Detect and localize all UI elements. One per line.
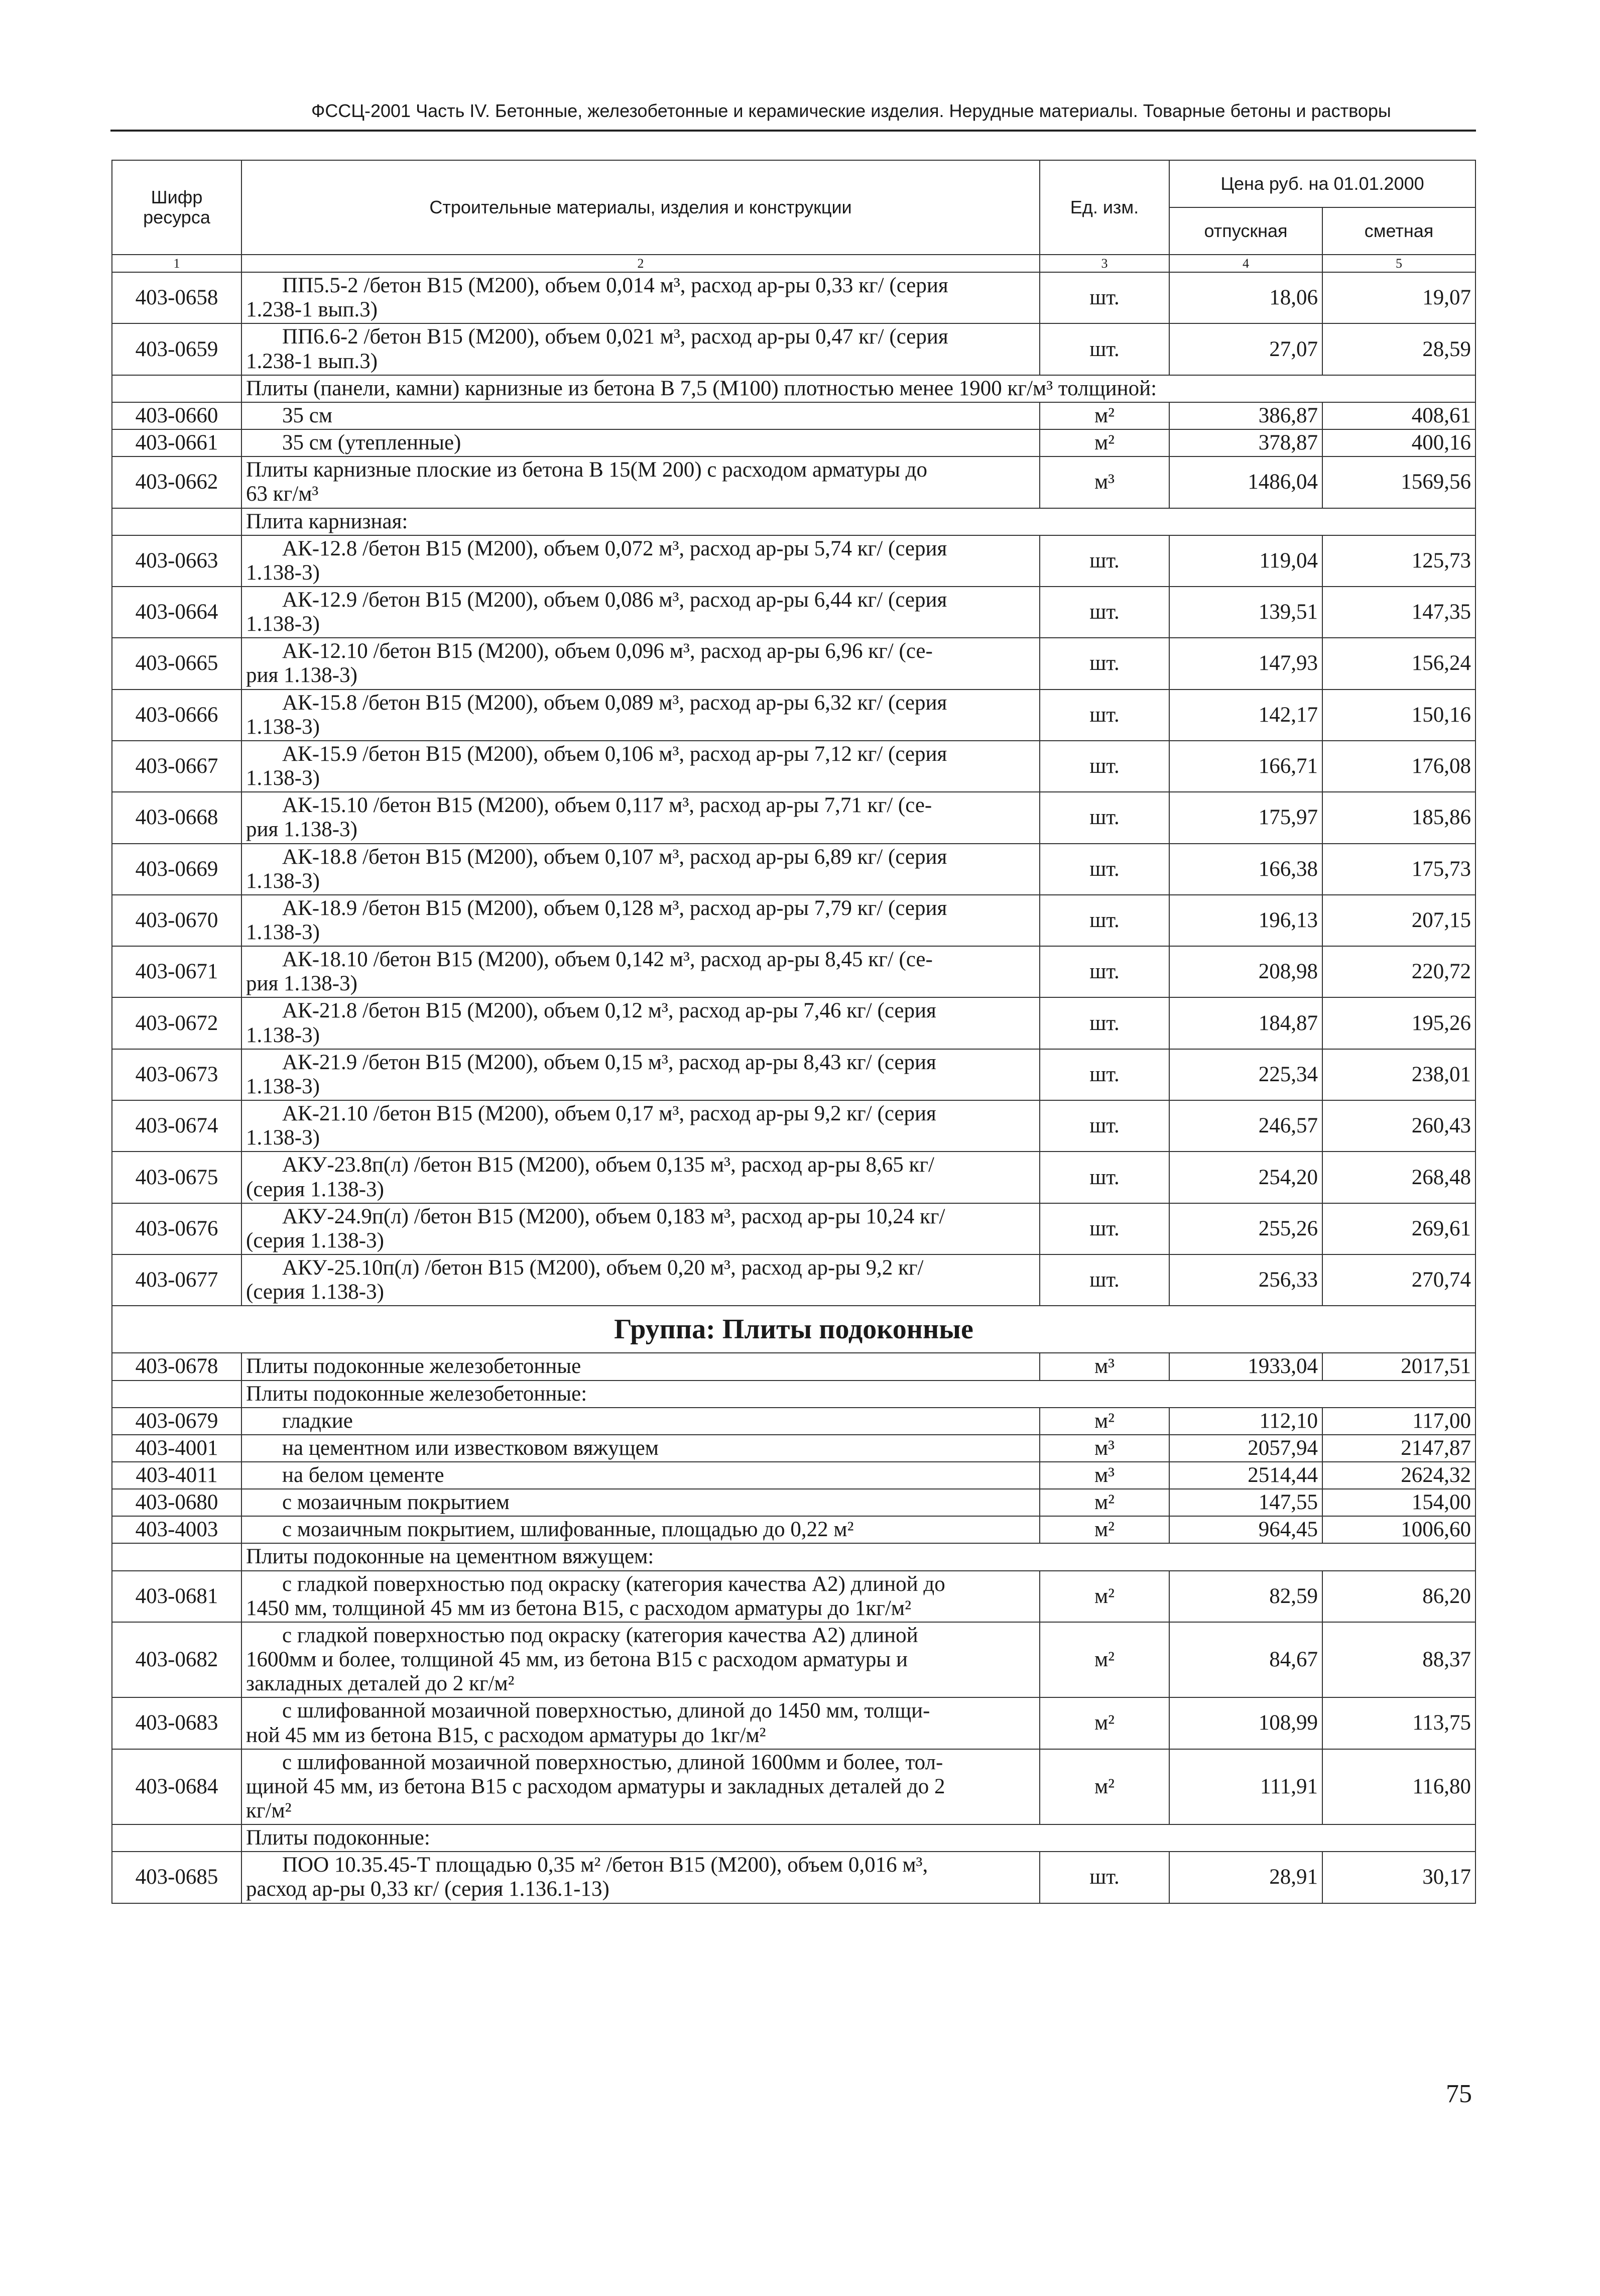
row-name-text: гладкие (282, 1409, 353, 1433)
col-number: 1 (112, 255, 241, 272)
row-name (241, 1435, 1040, 1462)
table-row (112, 587, 1475, 638)
row-price-estimate: 268,48 (1322, 1152, 1475, 1203)
table-row (112, 792, 1475, 843)
row-unit: шт. (1040, 323, 1169, 375)
table-row (112, 1254, 1475, 1306)
row-price-release: 196,13 (1169, 895, 1322, 946)
row-name-text: на белом цементе (282, 1463, 444, 1487)
row-price-release: 225,34 (1169, 1049, 1322, 1100)
row-price-estimate: 86,20 (1322, 1571, 1475, 1622)
table-body (112, 272, 1475, 1903)
row-code: 403-0685 (112, 1852, 241, 1903)
row-price-release: 28,91 (1169, 1852, 1322, 1903)
row-price-release: 82,59 (1169, 1571, 1322, 1622)
row-unit: м² (1040, 429, 1169, 456)
row-name (241, 690, 1040, 741)
table-row (112, 741, 1475, 792)
row-name-line: (серия 1.138-3) (246, 1280, 384, 1304)
row-unit: м² (1040, 1516, 1169, 1543)
row-name (241, 1353, 1040, 1380)
row-name-line: расход ар-ры 0,33 кг/ (серия 1.136.1-13) (246, 1877, 609, 1901)
page-number: 75 (1446, 2080, 1472, 2108)
col-release-header: отпускная (1169, 207, 1322, 255)
row-name (241, 587, 1040, 638)
table-row (112, 1571, 1475, 1622)
row-unit: м³ (1040, 1353, 1169, 1380)
row-unit: шт. (1040, 1203, 1169, 1254)
table-row (112, 1852, 1475, 1903)
row-code: 403-0667 (112, 741, 241, 792)
row-price-release: 255,26 (1169, 1203, 1322, 1254)
row-price-estimate: 207,15 (1322, 895, 1475, 946)
col-code-header: Шифр ресурса (112, 160, 241, 255)
row-price-estimate: 147,35 (1322, 587, 1475, 638)
row-price-release: 147,93 (1169, 638, 1322, 689)
row-code: 403-0684 (112, 1749, 241, 1824)
row-name-text: с мозаичным покрытием, шлифованные, площадью до 0,22 м² (282, 1518, 854, 1542)
row-code: 403-0661 (112, 429, 241, 456)
row-price-estimate: 2147,87 (1322, 1435, 1475, 1462)
row-name-line: АК-15.10 /бетон В15 (М200), объем 0,117 м³, расход ар-ры 7,71 кг/ (се- (282, 793, 932, 818)
row-price-release: 108,99 (1169, 1697, 1322, 1749)
row-price-estimate: 238,01 (1322, 1049, 1475, 1100)
row-price-release: 111,91 (1169, 1749, 1322, 1824)
row-code: 403-0670 (112, 895, 241, 946)
row-name-line: 1600мм и более, толщиной 45 мм, из бетона В15 с расходом арматуры и (246, 1648, 908, 1672)
table-row (112, 1749, 1475, 1824)
group-title: Группа: Плиты подоконные (112, 1306, 1475, 1353)
row-name (241, 535, 1040, 587)
row-name-line: АК-18.8 /бетон В15 (М200), объем 0,107 м³, расход ар-ры 6,89 кг/ (серия (282, 845, 947, 869)
row-name-line: АКУ-23.8п(л) /бетон В15 (М200), объем 0,135 м³, расход ар-ры 8,65 кг/ (282, 1153, 934, 1177)
row-name-text: с мозаичным покрытием (282, 1490, 510, 1515)
row-name-line: 1.138-3) (246, 766, 320, 790)
row-price-release: 1486,04 (1169, 456, 1322, 508)
row-price-estimate: 113,75 (1322, 1697, 1475, 1749)
table-row (112, 323, 1475, 375)
row-subheader: Плиты подоконные на цементном вяжущем: (241, 1543, 1475, 1570)
table-row (112, 844, 1475, 895)
row-unit: шт. (1040, 844, 1169, 895)
row-price-release: 84,67 (1169, 1622, 1322, 1697)
row-name-line: 1.138-3) (246, 612, 320, 636)
row-price-estimate: 270,74 (1322, 1254, 1475, 1306)
row-name-line: рия 1.138-3) (246, 818, 357, 842)
row-price-release: 2514,44 (1169, 1462, 1322, 1489)
table-row (112, 690, 1475, 741)
row-unit: м² (1040, 1697, 1169, 1749)
row-name-line: АК-21.10 /бетон В15 (М200), объем 0,17 м³, расход ар-ры 9,2 кг/ (серия (282, 1102, 936, 1126)
row-unit: шт. (1040, 272, 1169, 323)
row-code: 403-4001 (112, 1435, 241, 1462)
row-price-release: 166,38 (1169, 844, 1322, 895)
row-code: 403-0680 (112, 1489, 241, 1516)
row-price-release: 246,57 (1169, 1100, 1322, 1152)
row-unit: шт. (1040, 535, 1169, 587)
table-row (112, 1381, 1475, 1408)
row-price-estimate: 150,16 (1322, 690, 1475, 741)
row-name-line: с гладкой поверхностью под окраску (категория качества А2) длиной (282, 1623, 918, 1647)
row-unit: шт. (1040, 946, 1169, 997)
row-code: 403-0672 (112, 997, 241, 1049)
table-row (112, 997, 1475, 1049)
row-price-estimate: 30,17 (1322, 1852, 1475, 1903)
row-name-line: АК-18.9 /бетон В15 (М200), объем 0,128 м³, расход ар-ры 7,79 кг/ (серия (282, 896, 947, 920)
table-row (112, 272, 1475, 323)
row-name-line: АК-15.9 /бетон В15 (М200), объем 0,106 м³, расход ар-ры 7,12 кг/ (серия (282, 742, 947, 766)
row-code-empty (112, 508, 241, 535)
header-rule (110, 130, 1476, 132)
row-price-release: 208,98 (1169, 946, 1322, 997)
row-name-line: 63 кг/м³ (246, 482, 319, 506)
row-unit: шт. (1040, 1100, 1169, 1152)
price-table (111, 160, 1476, 1904)
row-name-line: 1.138-3) (246, 1023, 320, 1047)
row-unit: м³ (1040, 456, 1169, 508)
col-number: 3 (1040, 255, 1169, 272)
table-row (112, 895, 1475, 946)
row-price-estimate: 269,61 (1322, 1203, 1475, 1254)
table-row (112, 1306, 1475, 1353)
row-price-release: 27,07 (1169, 323, 1322, 375)
row-unit: шт. (1040, 1152, 1169, 1203)
row-name (241, 402, 1040, 429)
table-row (112, 429, 1475, 456)
row-name-line: АК-12.10 /бетон В15 (М200), объем 0,096 м³, расход ар-ры 6,96 кг/ (се- (282, 639, 933, 663)
row-code: 403-0677 (112, 1254, 241, 1306)
col-unit-header: Ед. изм. (1040, 160, 1169, 255)
row-price-estimate: 1006,60 (1322, 1516, 1475, 1543)
col-estimate-header: сметная (1322, 207, 1475, 255)
row-price-estimate: 400,16 (1322, 429, 1475, 456)
row-name (241, 323, 1040, 375)
row-price-release: 18,06 (1169, 272, 1322, 323)
row-price-estimate: 116,80 (1322, 1749, 1475, 1824)
row-code: 403-0673 (112, 1049, 241, 1100)
row-unit: шт. (1040, 690, 1169, 741)
table-row (112, 1516, 1475, 1543)
row-code-empty (112, 1824, 241, 1852)
row-name-line: АКУ-24.9п(л) /бетон В15 (М200), объем 0,183 м³, расход ар-ры 10,24 кг/ (282, 1204, 945, 1228)
row-unit: м² (1040, 1571, 1169, 1622)
row-code: 403-4011 (112, 1462, 241, 1489)
row-code: 403-0666 (112, 690, 241, 741)
row-name (241, 741, 1040, 792)
row-name-line: АК-12.8 /бетон В15 (М200), объем 0,072 м³, расход ар-ры 5,74 кг/ (серия (282, 536, 947, 560)
row-price-estimate: 408,61 (1322, 402, 1475, 429)
row-price-release: 184,87 (1169, 997, 1322, 1049)
row-name (241, 1571, 1040, 1622)
row-name-line: 1.138-3) (246, 715, 320, 739)
row-unit: шт. (1040, 1254, 1169, 1306)
row-code: 403-0675 (112, 1152, 241, 1203)
table-row (112, 1824, 1475, 1852)
table-row (112, 1462, 1475, 1489)
row-code: 403-0676 (112, 1203, 241, 1254)
table-row (112, 535, 1475, 587)
col-number: 4 (1169, 255, 1322, 272)
row-name (241, 1100, 1040, 1152)
table-row (112, 508, 1475, 535)
row-name-line: рия 1.138-3) (246, 972, 357, 996)
row-name-line: АК-21.9 /бетон В15 (М200), объем 0,15 м³, расход ар-ры 8,43 кг/ (серия (282, 1050, 936, 1074)
table-row (112, 946, 1475, 997)
row-code: 403-0671 (112, 946, 241, 997)
col-number: 2 (241, 255, 1040, 272)
row-code: 403-0674 (112, 1100, 241, 1152)
row-name-line: 1.138-3) (246, 921, 320, 945)
row-name-text: на цементном или известковом вяжущем (282, 1436, 659, 1460)
row-price-release: 147,55 (1169, 1489, 1322, 1516)
row-unit: м³ (1040, 1462, 1169, 1489)
row-price-release: 1933,04 (1169, 1353, 1322, 1380)
row-price-release: 119,04 (1169, 535, 1322, 587)
row-name-line: закладных деталей до 2 кг/м² (246, 1672, 515, 1696)
row-name-line: ПОО 10.35.45-Т площадью 0,35 м² /бетон В15 (М200), объем 0,016 м³, (282, 1853, 928, 1877)
row-name-line: 1.138-3) (246, 1126, 320, 1150)
row-unit: шт. (1040, 792, 1169, 843)
row-name-line: 1.138-3) (246, 1074, 320, 1098)
row-name-line: кг/м² (246, 1799, 292, 1823)
row-name (241, 1697, 1040, 1749)
row-code-empty (112, 1543, 241, 1570)
row-unit: шт. (1040, 895, 1169, 946)
row-name (241, 895, 1040, 946)
row-name-line: АК-12.9 /бетон В15 (М200), объем 0,086 м³, расход ар-ры 6,44 кг/ (серия (282, 588, 947, 612)
row-name-text: Плиты подоконные железобетонные (246, 1354, 581, 1379)
row-price-estimate: 2624,32 (1322, 1462, 1475, 1489)
row-name (241, 1152, 1040, 1203)
row-name (241, 1489, 1040, 1516)
row-price-release: 142,17 (1169, 690, 1322, 741)
row-price-release: 166,71 (1169, 741, 1322, 792)
row-name-line: АК-18.10 /бетон В15 (М200), объем 0,142 м³, расход ар-ры 8,45 кг/ (се- (282, 948, 933, 972)
row-price-estimate: 260,43 (1322, 1100, 1475, 1152)
row-name-line: с шлифованной мозаичной поверхностью, длиной 1600мм и более, тол- (282, 1750, 943, 1774)
row-price-release: 378,87 (1169, 429, 1322, 456)
row-name (241, 1852, 1040, 1903)
row-subheader: Плита карнизная: (241, 508, 1475, 535)
row-name-line: с шлифованной мозаичной поверхностью, длиной до 1450 мм, толщи- (282, 1699, 930, 1723)
row-name-line: ПП6.6-2 /бетон В15 (М200), объем 0,021 м³, расход ар-ры 0,47 кг/ (серия (282, 325, 948, 349)
row-code: 403-0659 (112, 323, 241, 375)
row-unit: м² (1040, 402, 1169, 429)
table-row (112, 456, 1475, 508)
row-price-estimate: 220,72 (1322, 946, 1475, 997)
row-name (241, 844, 1040, 895)
row-name-line: АКУ-25.10п(л) /бетон В15 (М200), объем 0,20 м³, расход ар-ры 9,2 кг/ (282, 1256, 924, 1280)
row-code: 403-0658 (112, 272, 241, 323)
row-name-line: (серия 1.138-3) (246, 1177, 384, 1201)
row-name-line: с гладкой поверхностью под окраску (категория качества А2) длиной до (282, 1572, 945, 1596)
row-price-estimate: 154,00 (1322, 1489, 1475, 1516)
row-unit: м³ (1040, 1435, 1169, 1462)
table-row (112, 1049, 1475, 1100)
row-code: 403-0662 (112, 456, 241, 508)
row-price-estimate: 125,73 (1322, 535, 1475, 587)
col-price-header: Цена руб. на 01.01.2000 (1169, 160, 1475, 207)
table-row (112, 1543, 1475, 1570)
row-subheader: Плиты (панели, камни) карнизные из бетона В 7,5 (М100) плотностью менее 1900 кг/м³ толщиной: (241, 375, 1475, 402)
row-price-estimate: 156,24 (1322, 638, 1475, 689)
row-name (241, 946, 1040, 997)
row-name-text: 35 см (утепленные) (282, 431, 461, 455)
row-name-line: ПП5.5-2 /бетон В15 (М200), объем 0,014 м³, расход ар-ры 0,33 кг/ (серия (282, 274, 948, 298)
col-number: 5 (1322, 255, 1475, 272)
row-name-line: ной 45 мм из бетона В15, с расходом арматуры до 1кг/м² (246, 1723, 766, 1747)
row-price-estimate: 1569,56 (1322, 456, 1475, 508)
row-name (241, 1516, 1040, 1543)
row-name-line: (серия 1.138-3) (246, 1228, 384, 1252)
row-unit: м² (1040, 1749, 1169, 1824)
row-name-line: 1.238-1 вып.3) (246, 298, 378, 322)
col-name-header: Строительные материалы, изделия и конструкции (241, 160, 1040, 255)
table-row (112, 1622, 1475, 1697)
row-name-line: рия 1.138-3) (246, 663, 357, 687)
row-price-estimate: 2017,51 (1322, 1353, 1475, 1380)
row-price-release: 112,10 (1169, 1408, 1322, 1435)
table-row (112, 375, 1475, 402)
row-price-estimate: 117,00 (1322, 1408, 1475, 1435)
row-code-empty (112, 1381, 241, 1408)
row-name-line: 1450 мм, толщиной 45 мм из бетона В15, с расходом арматуры до 1кг/м² (246, 1596, 911, 1620)
row-unit: шт. (1040, 587, 1169, 638)
row-name (241, 1049, 1040, 1100)
row-unit: м² (1040, 1489, 1169, 1516)
row-name-line: АК-21.8 /бетон В15 (М200), объем 0,12 м³, расход ар-ры 7,46 кг/ (серия (282, 999, 936, 1023)
row-name (241, 1408, 1040, 1435)
row-code: 403-0681 (112, 1571, 241, 1622)
row-name-line: 1.138-3) (246, 869, 320, 893)
row-code: 403-0679 (112, 1408, 241, 1435)
row-unit: м² (1040, 1408, 1169, 1435)
row-code: 403-0669 (112, 844, 241, 895)
row-name (241, 997, 1040, 1049)
row-price-estimate: 176,08 (1322, 741, 1475, 792)
row-name (241, 272, 1040, 323)
table-row (112, 1100, 1475, 1152)
row-code: 403-0668 (112, 792, 241, 843)
row-name (241, 638, 1040, 689)
row-name-text: 35 см (282, 403, 333, 427)
row-subheader: Плиты подоконные железобетонные: (241, 1381, 1475, 1408)
row-unit: шт. (1040, 638, 1169, 689)
row-price-release: 175,97 (1169, 792, 1322, 843)
row-price-estimate: 88,37 (1322, 1622, 1475, 1697)
row-name (241, 1462, 1040, 1489)
table-row (112, 1203, 1475, 1254)
row-name-line: АК-15.8 /бетон В15 (М200), объем 0,089 м³, расход ар-ры 6,32 кг/ (серия (282, 691, 947, 715)
row-name (241, 1749, 1040, 1824)
row-price-release: 139,51 (1169, 587, 1322, 638)
row-name-line: Плиты карнизные плоские из бетона В 15(М 200) с расходом арматуры до (246, 458, 928, 482)
table-row (112, 1435, 1475, 1462)
row-unit: шт. (1040, 997, 1169, 1049)
row-price-estimate: 185,86 (1322, 792, 1475, 843)
row-name-line: щиной 45 мм, из бетона В15 с расходом арматуры и закладных деталей до 2 (246, 1774, 945, 1798)
row-price-estimate: 175,73 (1322, 844, 1475, 895)
table-row (112, 1489, 1475, 1516)
page-header-title: ФССЦ-2001 Часть IV. Бетонные, железобетонные и керамические изделия. Нерудные материалы. Товарные бетоны и растворы (311, 100, 1391, 121)
row-name-line: 1.138-3) (246, 560, 320, 585)
table-row (112, 1353, 1475, 1380)
row-name (241, 1203, 1040, 1254)
row-unit: шт. (1040, 741, 1169, 792)
table-row (112, 1152, 1475, 1203)
row-unit: шт. (1040, 1049, 1169, 1100)
row-code: 403-0660 (112, 402, 241, 429)
row-price-release: 2057,94 (1169, 1435, 1322, 1462)
row-name (241, 429, 1040, 456)
row-price-estimate: 19,07 (1322, 272, 1475, 323)
row-unit: м² (1040, 1622, 1169, 1697)
row-name (241, 792, 1040, 843)
row-name (241, 1622, 1040, 1697)
row-price-release: 254,20 (1169, 1152, 1322, 1203)
row-unit: шт. (1040, 1852, 1169, 1903)
row-code: 403-4003 (112, 1516, 241, 1543)
table-row (112, 1697, 1475, 1749)
row-code: 403-0665 (112, 638, 241, 689)
table-row (112, 638, 1475, 689)
row-code: 403-0663 (112, 535, 241, 587)
row-price-release: 386,87 (1169, 402, 1322, 429)
row-code: 403-0682 (112, 1622, 241, 1697)
table-row (112, 1408, 1475, 1435)
row-name (241, 1254, 1040, 1306)
row-price-release: 256,33 (1169, 1254, 1322, 1306)
row-price-estimate: 195,26 (1322, 997, 1475, 1049)
row-subheader: Плиты подоконные: (241, 1824, 1475, 1852)
row-code: 403-0678 (112, 1353, 241, 1380)
row-price-release: 964,45 (1169, 1516, 1322, 1543)
row-code: 403-0683 (112, 1697, 241, 1749)
row-name (241, 456, 1040, 508)
row-code-empty (112, 375, 241, 402)
table-row (112, 402, 1475, 429)
row-name-line: 1.238-1 вып.3) (246, 349, 378, 373)
row-price-estimate: 28,59 (1322, 323, 1475, 375)
row-code: 403-0664 (112, 587, 241, 638)
